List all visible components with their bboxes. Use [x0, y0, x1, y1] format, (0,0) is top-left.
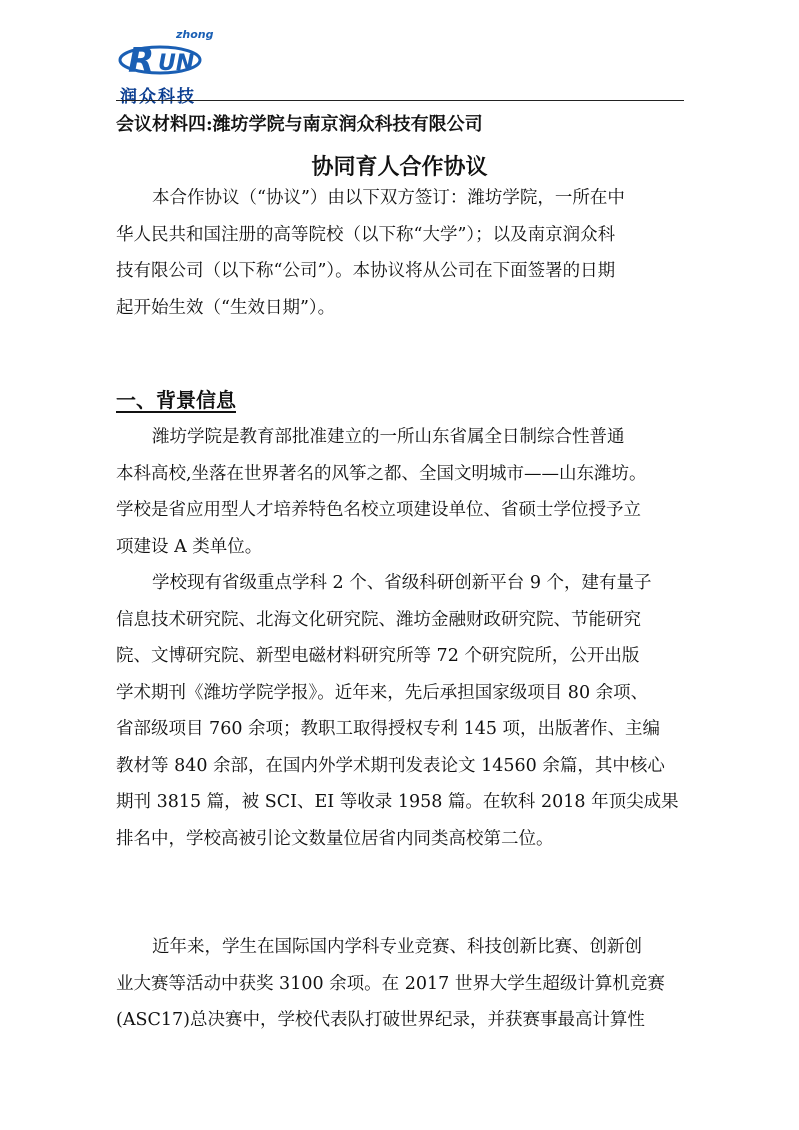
paragraph-line: 学校是省应用型人才培养特色名校立项建设单位、省硕士学位授予立: [116, 500, 641, 520]
paragraph-line: 学校现有省级重点学科 2 个、省级科研创新平台 9 个，建有量子: [152, 573, 652, 593]
paragraph-line: 教材等 840 余部，在国内外学术期刊发表论文 14560 余篇，其中核心: [116, 755, 665, 776]
paragraph-line: (ASC17)总决赛中，学校代表队打破世界纪录，并获赛事最高计算性: [116, 1010, 645, 1030]
logo-company-name: 润众科技: [120, 87, 196, 107]
paragraph-line: 省部级项目 760 余项；教职工取得授权专利 145 项，出版著作、主编: [116, 719, 661, 739]
background-paragraph-1: [116, 419, 684, 565]
paragraph-line: 业大赛等活动中获奖 3100 余项。在 2017 世界大学生超级计算机竞赛: [116, 973, 665, 994]
paragraph-line: 潍坊学院是教育部批准建立的一所山东省属全日制综合性普通: [152, 427, 625, 447]
company-logo: [116, 26, 226, 107]
paragraph-line: 起开始生效（“生效日期”）。: [116, 297, 336, 318]
section-heading-background: 一、背景信息: [116, 388, 236, 412]
background-paragraph-3: [116, 929, 684, 1039]
paragraph-line: 排名中，学校高被引论文数量位居省内同类高校第二位。: [116, 828, 554, 849]
paragraph-line: 院、文博研究院、新型电磁材料研究所等 72 个研究院所，公开出版: [116, 646, 640, 666]
svg-text:UN: UN: [158, 51, 195, 76]
logo-sub-text: zhong: [176, 28, 214, 41]
paragraph-line: 期刊 3815 篇，被 SCI、EI 等收录 1958 篇。在软科 2018 年顶尖成果: [116, 792, 679, 812]
paragraph-line: 技有限公司（以下称“公司”）。本协议将从公司在下面签署的日期: [116, 261, 616, 281]
background-paragraph-2: [116, 565, 684, 857]
paragraph-line: 项建设 A 类单位。: [116, 536, 263, 557]
intro-paragraph: [116, 180, 684, 326]
document-subject: 会议材料四:潍坊学院与南京润众科技有限公司: [116, 114, 483, 135]
document-title: 协同育人合作协议: [311, 155, 488, 180]
paragraph-line: 学术期刊《潍坊学院学报》。近年来，先后承担国家级项目 80 余项、: [116, 682, 649, 703]
paragraph-line: 近年来，学生在国际国内学科专业竞赛、科技创新比赛、创新创: [152, 937, 642, 957]
header-divider: [116, 100, 684, 101]
paragraph-line: 信息技术研究院、北海文化研究院、潍坊金融财政研究院、节能研究: [116, 609, 641, 630]
paragraph-line: 本科高校,坐落在世界著名的风筝之都、全国文明城市——山东潍坊。: [116, 463, 647, 484]
paragraph-line: 本合作协议（“协议”）由以下双方签订：潍坊学院，一所在中: [152, 188, 625, 208]
svg-text:R: R: [128, 41, 155, 81]
paragraph-line: 华人民共和国注册的高等院校（以下称“大学”）；以及南京润众科: [116, 224, 616, 245]
